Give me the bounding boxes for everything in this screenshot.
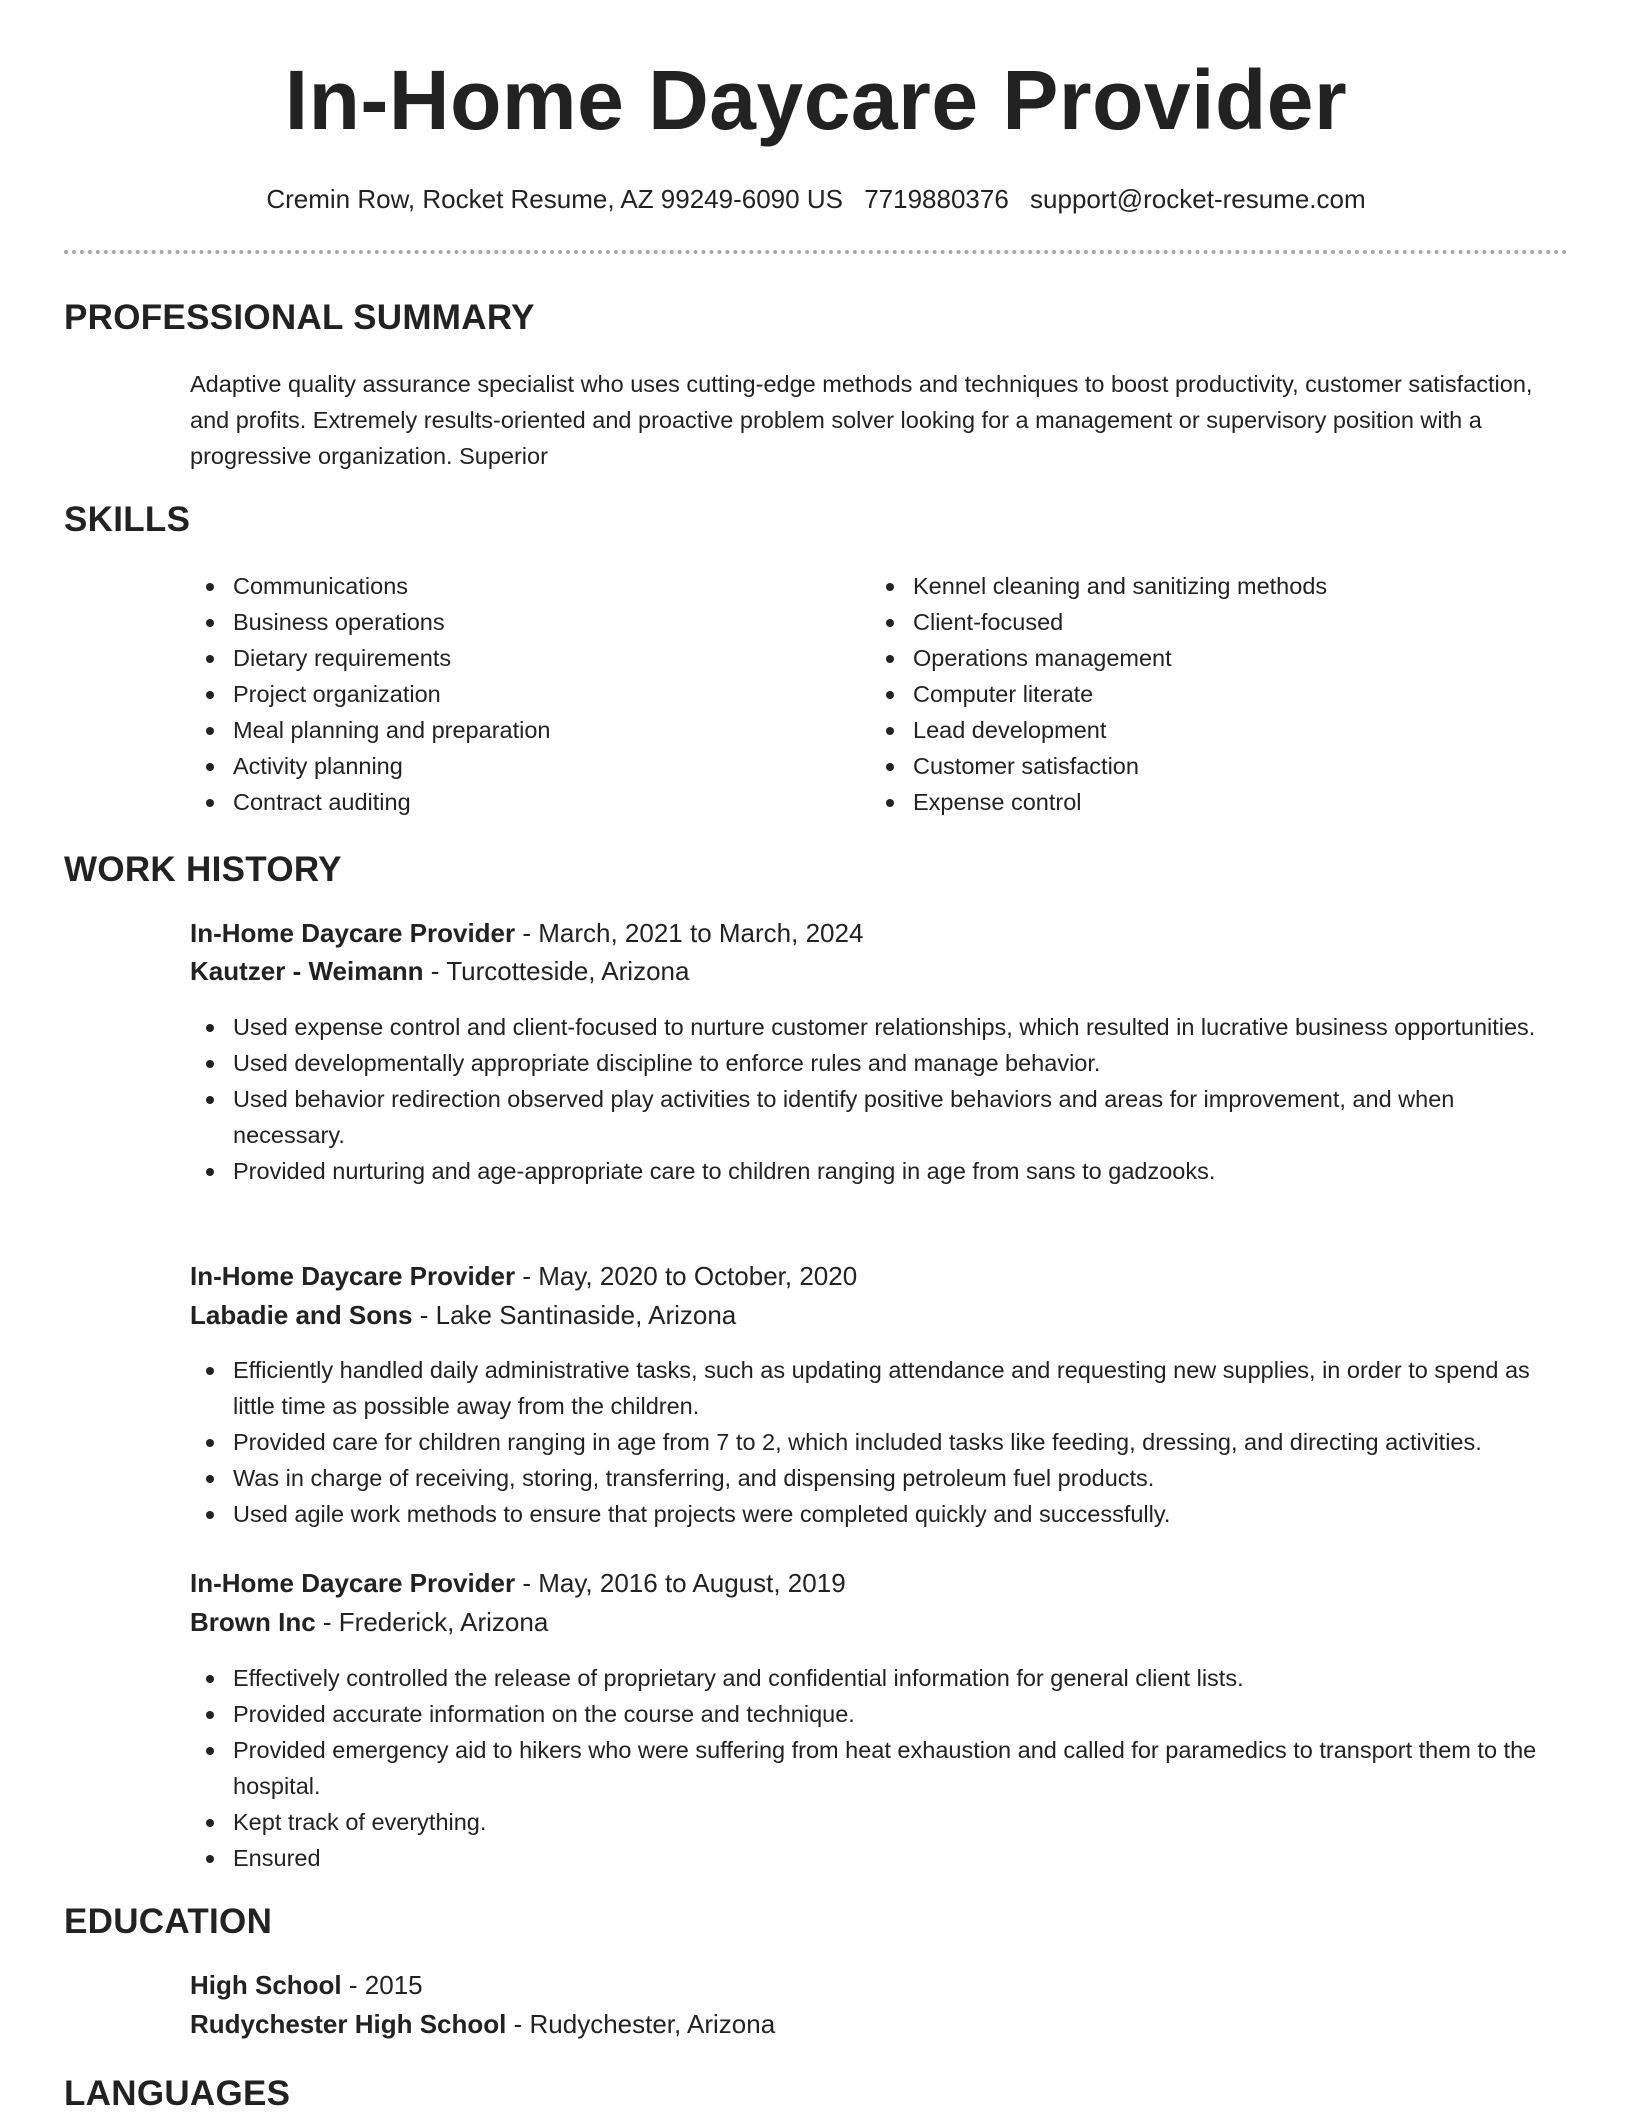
education-year: - 2015 bbox=[341, 1970, 423, 2000]
job-bullets bbox=[190, 1660, 1570, 1876]
job-bullet: Used agile work methods to ensure that projects were completed quickly and successfully. bbox=[190, 1496, 1570, 1532]
job-bullet: Was in charge of receiving, storing, transferring, and dispensing petroleum fuel products. bbox=[190, 1460, 1570, 1496]
education-degree-line bbox=[190, 1970, 423, 2001]
job-bullet: Effectively controlled the release of proprietary and confidential information for general client lists. bbox=[190, 1660, 1570, 1696]
job-location: - Lake Santinaside, Arizona bbox=[412, 1300, 737, 1330]
skill-item: Activity planning bbox=[190, 748, 870, 784]
job-title-line bbox=[190, 918, 863, 949]
job-title: In-Home Daycare Provider bbox=[190, 1568, 516, 1598]
skills-list-left bbox=[190, 568, 870, 820]
job-bullet: Kept track of everything. bbox=[190, 1804, 1570, 1840]
job-bullet: Ensured bbox=[190, 1840, 1570, 1876]
job-title-line bbox=[190, 1261, 857, 1292]
section-title-skills: SKILLS bbox=[64, 500, 191, 539]
job-bullet: Efficiently handled daily administrative tasks, such as updating attendance and requesting new supplies, in order to spend as little time as possible away from the children. bbox=[190, 1352, 1570, 1424]
job-bullet: Provided care for children ranging in age from 7 to 2, which included tasks like feeding, dressing, and directing activities. bbox=[190, 1424, 1570, 1460]
job-bullet: Used developmentally appropriate discipline to enforce rules and manage behavior. bbox=[190, 1045, 1570, 1081]
skill-item: Client-focused bbox=[870, 604, 1550, 640]
job-bullet: Provided nurturing and age-appropriate care to children ranging in age from sans to gadzooks. bbox=[190, 1153, 1570, 1189]
contact-address: Cremin Row, Rocket Resume, AZ 99249-6090 US bbox=[266, 184, 843, 214]
header-divider bbox=[64, 250, 1568, 254]
skill-item: Kennel cleaning and sanitizing methods bbox=[870, 568, 1550, 604]
job-company: Labadie and Sons bbox=[190, 1300, 413, 1330]
education-school-line bbox=[190, 2009, 775, 2040]
job-title-line bbox=[190, 1568, 846, 1599]
job-company: Brown Inc bbox=[190, 1607, 316, 1637]
skill-item: Meal planning and preparation bbox=[190, 712, 870, 748]
skill-item: Computer literate bbox=[870, 676, 1550, 712]
job-title: In-Home Daycare Provider bbox=[190, 1261, 516, 1291]
skill-item: Dietary requirements bbox=[190, 640, 870, 676]
education-location: - Rudychester, Arizona bbox=[506, 2009, 776, 2039]
section-title-languages: LANGUAGES bbox=[64, 2074, 291, 2112]
job-dates: - May, 2020 to October, 2020 bbox=[515, 1261, 858, 1291]
section-title-work-history: WORK HISTORY bbox=[64, 850, 342, 889]
skill-item: Operations management bbox=[870, 640, 1550, 676]
skill-item: Lead development bbox=[870, 712, 1550, 748]
job-bullet: Provided accurate information on the course and technique. bbox=[190, 1696, 1570, 1732]
skill-item: Customer satisfaction bbox=[870, 748, 1550, 784]
skills-columns bbox=[190, 568, 1570, 820]
skill-item: Project organization bbox=[190, 676, 870, 712]
job-company: Kautzer - Weimann bbox=[190, 956, 424, 986]
contact-phone: 7719880376 bbox=[864, 184, 1009, 214]
skill-item: Business operations bbox=[190, 604, 870, 640]
job-bullet: Used expense control and client-focused to nurture customer relationships, which resulted in lucrative business opportunities. bbox=[190, 1009, 1570, 1045]
job-bullets bbox=[190, 1009, 1570, 1189]
skill-item: Expense control bbox=[870, 784, 1550, 820]
skill-item: Communications bbox=[190, 568, 870, 604]
job-bullet: Used behavior redirection observed play activities to identify positive behaviors and areas for improvement, and when necessary. bbox=[190, 1081, 1570, 1153]
job-bullets bbox=[190, 1352, 1570, 1532]
skill-item: Contract auditing bbox=[190, 784, 870, 820]
job-dates: - March, 2021 to March, 2024 bbox=[515, 918, 864, 948]
job-dates: - May, 2016 to August, 2019 bbox=[515, 1568, 846, 1598]
job-bullet: Provided emergency aid to hikers who were suffering from heat exhaustion and called for paramedics to transport them to the hospital. bbox=[190, 1732, 1570, 1804]
job-company-line bbox=[190, 1300, 736, 1331]
summary-text: Adaptive quality assurance specialist who uses cutting-edge methods and techniques to boost productivity, customer satisfaction, and profits. Extremely results-oriented and proactive problem solver looking for a management or supervisory position with a progressive organization. Superior bbox=[190, 371, 1533, 469]
section-title-education: EDUCATION bbox=[64, 1902, 273, 1941]
education-school: Rudychester High School bbox=[190, 2009, 507, 2039]
job-company-line bbox=[190, 1607, 548, 1638]
skills-list-right bbox=[870, 568, 1550, 820]
section-title-summary: PROFESSIONAL SUMMARY bbox=[64, 298, 535, 337]
contact-line bbox=[0, 184, 1632, 215]
candidate-name: In-Home Daycare Provider bbox=[284, 53, 1348, 147]
contact-email: support@rocket-resume.com bbox=[1030, 184, 1366, 214]
education-degree: High School bbox=[190, 1970, 342, 2000]
job-company-line bbox=[190, 956, 689, 987]
job-title: In-Home Daycare Provider bbox=[190, 918, 516, 948]
job-location: - Frederick, Arizona bbox=[315, 1607, 549, 1637]
job-location: - Turcotteside, Arizona bbox=[423, 956, 690, 986]
